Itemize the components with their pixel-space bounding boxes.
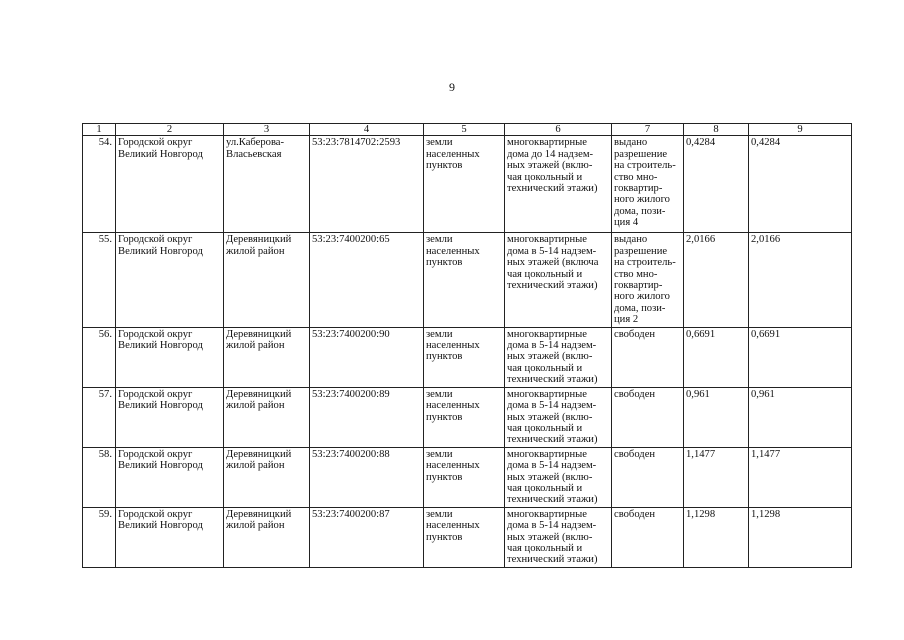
okrug-cell: Городской округ Великий Новгород (116, 233, 224, 327)
table-row (83, 136, 852, 233)
row-number: 58. (83, 447, 116, 507)
area-cell: 0,4284 (749, 136, 852, 233)
status-cell: выдано разрешение на строитель- ство мно- гоквартир- ного жилого дома, пози- ция 2 (612, 233, 684, 327)
row-number: 55. (83, 233, 116, 327)
column-header: 1 (83, 124, 116, 136)
okrug-cell: Городской округ Великий Новгород (116, 136, 224, 233)
row-number: 59. (83, 507, 116, 567)
area-cell: 0,6691 (684, 327, 749, 387)
row-number: 56. (83, 327, 116, 387)
land-plots-table (82, 123, 852, 568)
area-cell: 2,0166 (684, 233, 749, 327)
table-row (83, 447, 852, 507)
cadastral-number-cell: 53:23:7400200:87 (310, 507, 424, 567)
permitted-use-cell: многоквартирные дома в 5-14 надзем- ных этажей (вклю- чая цокольный и технический этажи) (505, 507, 612, 567)
land-category-cell: земли населенных пунктов (424, 387, 505, 447)
status-cell: свободен (612, 447, 684, 507)
area-cell: 0,6691 (749, 327, 852, 387)
address-cell: Деревяницкий жилой район (224, 233, 310, 327)
column-header: 4 (310, 124, 424, 136)
okrug-cell: Городской округ Великий Новгород (116, 327, 224, 387)
okrug-cell: Городской округ Великий Новгород (116, 447, 224, 507)
table-row (83, 387, 852, 447)
cadastral-number-cell: 53:23:7400200:90 (310, 327, 424, 387)
permitted-use-cell: многоквартирные дома в 5-14 надзем- ных этажей (включа чая цокольный и технический этажи) (505, 233, 612, 327)
land-category-cell: земли населенных пунктов (424, 507, 505, 567)
address-cell: Деревяницкий жилой район (224, 327, 310, 387)
address-cell: Деревяницкий жилой район (224, 447, 310, 507)
okrug-cell: Городской округ Великий Новгород (116, 387, 224, 447)
cadastral-number-cell: 53:23:7814702:2593 (310, 136, 424, 233)
permitted-use-cell: многоквартирные дома до 14 надзем- ных этажей (вклю- чая цокольный и технический этажи) (505, 136, 612, 233)
area-cell: 1,1298 (684, 507, 749, 567)
address-cell: Деревяницкий жилой район (224, 387, 310, 447)
area-cell: 0,4284 (684, 136, 749, 233)
status-cell: свободен (612, 507, 684, 567)
column-header: 6 (505, 124, 612, 136)
land-category-cell: земли населенных пунктов (424, 233, 505, 327)
table-row (83, 233, 852, 327)
area-cell: 2,0166 (749, 233, 852, 327)
column-header: 2 (116, 124, 224, 136)
cadastral-number-cell: 53:23:7400200:89 (310, 387, 424, 447)
status-cell: выдано разрешение на строитель- ство мно- гоквартир- ного жилого дома, пози- ция 4 (612, 136, 684, 233)
area-cell: 1,1298 (749, 507, 852, 567)
table-row (83, 507, 852, 567)
column-header: 5 (424, 124, 505, 136)
column-header: 9 (749, 124, 852, 136)
column-header: 3 (224, 124, 310, 136)
page-number: 9 (449, 80, 455, 94)
status-cell: свободен (612, 387, 684, 447)
area-cell: 0,961 (684, 387, 749, 447)
cadastral-number-cell: 53:23:7400200:88 (310, 447, 424, 507)
land-category-cell: земли населенных пунктов (424, 136, 505, 233)
land-category-cell: земли населенных пунктов (424, 447, 505, 507)
area-cell: 1,1477 (749, 447, 852, 507)
area-cell: 1,1477 (684, 447, 749, 507)
area-cell: 0,961 (749, 387, 852, 447)
permitted-use-cell: многоквартирные дома в 5-14 надзем- ных этажей (вклю- чая цокольный и технический этажи) (505, 447, 612, 507)
okrug-cell: Городской округ Великий Новгород (116, 507, 224, 567)
column-header: 8 (684, 124, 749, 136)
row-number: 54. (83, 136, 116, 233)
header-row (83, 124, 852, 136)
column-header: 7 (612, 124, 684, 136)
address-cell: Деревяницкий жилой район (224, 507, 310, 567)
cadastral-number-cell: 53:23:7400200:65 (310, 233, 424, 327)
address-cell: ул.Каберова- Власьевская (224, 136, 310, 233)
row-number: 57. (83, 387, 116, 447)
table-row (83, 327, 852, 387)
status-cell: свободен (612, 327, 684, 387)
permitted-use-cell: многоквартирные дома в 5-14 надзем- ных этажей (вклю- чая цокольный и технический этажи) (505, 327, 612, 387)
land-category-cell: земли населенных пунктов (424, 327, 505, 387)
permitted-use-cell: многоквартирные дома в 5-14 надзем- ных этажей (вклю- чая цокольный и технический этажи) (505, 387, 612, 447)
